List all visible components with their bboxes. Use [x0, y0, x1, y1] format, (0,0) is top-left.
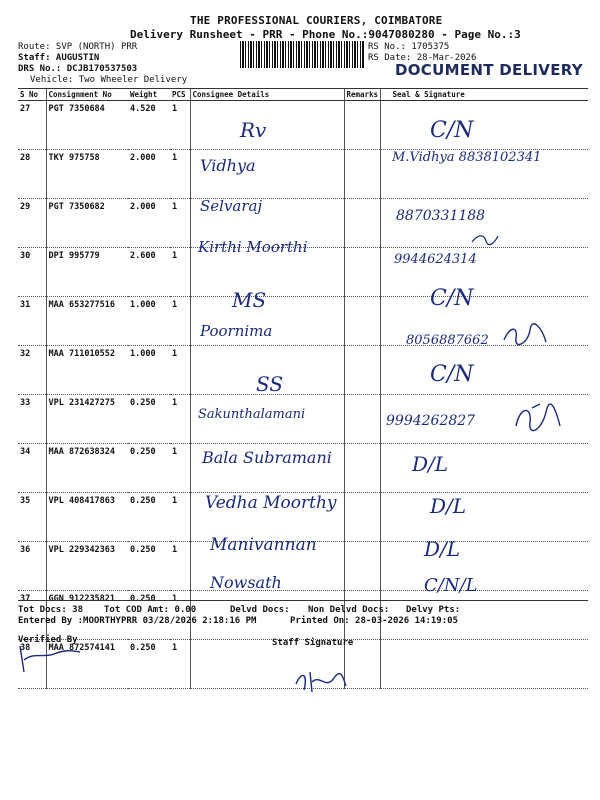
handwritten-seal: C/N: [430, 286, 474, 311]
cell-consignment: MAA 711010552: [46, 346, 128, 395]
cell-pcs: 1: [170, 101, 190, 150]
cell-sno: 35: [18, 493, 46, 542]
cell-remarks: [344, 150, 380, 199]
cell-weight: 2.600: [128, 248, 170, 297]
cell-sno: 32: [18, 346, 46, 395]
handwritten-consignee: Bala Subramani: [202, 448, 332, 467]
cell-pcs: 1: [170, 395, 190, 444]
handwritten-seal: C/N/L: [424, 575, 478, 596]
handwritten-consignee: Rv: [240, 118, 267, 142]
delivery-points: Delvy Pts:: [406, 605, 461, 615]
handwritten-consignee: Manivannan: [210, 535, 317, 555]
cell-weight: 1.000: [128, 297, 170, 346]
document-delivery-stamp: DOCUMENT DELIVERY: [395, 61, 583, 79]
total-docs: Tot Docs: 38: [18, 605, 84, 615]
signature-scribble: [500, 320, 550, 350]
cell-remarks: [344, 591, 380, 640]
delivered-docs: Delvd Docs:: [230, 605, 290, 615]
table-row: [18, 591, 588, 640]
cell-remarks: [344, 297, 380, 346]
cell-sno: 34: [18, 444, 46, 493]
cell-seal: [380, 542, 588, 591]
rs-number: RS No.: 1705375: [368, 42, 450, 52]
cell-weight: 2.000: [128, 150, 170, 199]
non-delivered-docs: Non Delvd Docs:: [308, 605, 390, 615]
handwritten-consignee: Nowsath: [210, 573, 282, 592]
cell-consignment: DPI 995779: [46, 248, 128, 297]
runsheet-table: [18, 88, 588, 689]
cell-remarks: [344, 248, 380, 297]
cell-pcs: 1: [170, 297, 190, 346]
cell-consignment: TKY 975758: [46, 150, 128, 199]
cell-weight: 0.250: [128, 591, 170, 640]
handwritten-consignee: MS: [232, 288, 267, 312]
handwritten-seal: M.Vidhya 8838102341: [392, 150, 542, 165]
col-header-consignee: Consignee Details: [190, 89, 344, 101]
cell-weight: 4.520: [128, 101, 170, 150]
cell-consignment: MAA 872638324: [46, 444, 128, 493]
handwritten-consignee: Vidhya: [200, 156, 256, 175]
cell-pcs: 1: [170, 640, 190, 689]
col-header-consignment: Consignment No: [46, 89, 128, 101]
handwritten-consignee: Vedha Moorthy: [205, 493, 337, 513]
col-header-remarks: Remarks: [344, 89, 380, 101]
cell-remarks: [344, 101, 380, 150]
cell-remarks: [344, 493, 380, 542]
col-header-seal: Seal & Signature: [380, 89, 588, 101]
handwritten-seal: D/L: [424, 537, 461, 561]
cell-consignment: MAA 653277516: [46, 297, 128, 346]
cell-weight: 1.000: [128, 346, 170, 395]
cell-pcs: 1: [170, 346, 190, 395]
cell-remarks: [344, 542, 380, 591]
entered-by: Entered By :MOORTHYPRR 03/28/2026 2:18:16 PM: [18, 616, 257, 626]
col-header-sno: S No: [18, 89, 46, 101]
runsheet-subtitle: Delivery Runsheet - PRR - Phone No.:9047080280 - Page No.:3: [130, 28, 521, 41]
cell-weight: 0.250: [128, 444, 170, 493]
table-row: [18, 346, 588, 395]
cell-sno: 27: [18, 101, 46, 150]
cell-sno: 36: [18, 542, 46, 591]
verifier-signature: [14, 642, 84, 676]
cell-sno: 30: [18, 248, 46, 297]
cell-weight: 0.250: [128, 395, 170, 444]
rs-date: RS Date: 28-Mar-2026: [368, 53, 477, 63]
cell-sno: 28: [18, 150, 46, 199]
cell-pcs: 1: [170, 542, 190, 591]
company-name: THE PROFESSIONAL COURIERS, COIMBATORE: [190, 14, 443, 27]
barcode: [240, 41, 364, 68]
cell-weight: 0.250: [128, 493, 170, 542]
handwritten-consignee: Sakunthalamani: [198, 407, 306, 422]
cell-sno: 37: [18, 591, 46, 640]
table-row: [18, 101, 588, 150]
cell-pcs: 1: [170, 150, 190, 199]
footer-divider: [18, 600, 588, 601]
handwritten-consignee: SS: [256, 372, 284, 396]
cell-weight: 0.250: [128, 542, 170, 591]
cell-pcs: 1: [170, 591, 190, 640]
handwritten-seal: 8870331188: [396, 208, 486, 224]
cell-consignment: PGT 7350684: [46, 101, 128, 150]
cell-remarks: [344, 395, 380, 444]
route-label: Route: SVP (NORTH) PRR: [18, 42, 138, 52]
verified-by-label: Verified By: [18, 635, 78, 645]
handwritten-seal: D/L: [412, 452, 449, 476]
cell-sno: 38: [18, 640, 46, 689]
cell-pcs: 1: [170, 199, 190, 248]
total-cod-amount: Tot COD Amt: 0.00: [104, 605, 197, 615]
cell-weight: 0.250: [128, 640, 170, 689]
handwritten-consignee: Selvaraj: [200, 197, 263, 215]
cell-sno: 31: [18, 297, 46, 346]
cell-seal: [380, 493, 588, 542]
col-header-weight: Weight: [128, 89, 170, 101]
handwritten-seal: D/L: [430, 494, 467, 518]
cell-consignment: MAA 872574141: [46, 640, 128, 689]
cell-seal: [380, 101, 588, 150]
cell-consignment: VPL 408417863: [46, 493, 128, 542]
table-header-row: [18, 89, 588, 101]
handwritten-consignee: Kirthi Moorthi: [198, 238, 308, 256]
signature-scribble: [512, 400, 562, 436]
handwritten-seal: C/N: [430, 362, 474, 387]
cell-pcs: 1: [170, 493, 190, 542]
cell-remarks: [344, 444, 380, 493]
staff-signature-mark: [290, 664, 350, 698]
staff-label: Staff: AUGUSTIN: [18, 53, 100, 63]
cell-remarks: [344, 346, 380, 395]
cell-pcs: 1: [170, 444, 190, 493]
cell-weight: 2.000: [128, 199, 170, 248]
cell-consignment: PGT 7350682: [46, 199, 128, 248]
cell-consignment: VPL 231427275: [46, 395, 128, 444]
cell-consignment: VPL 229342363: [46, 542, 128, 591]
vehicle-label: Vehicle: Two Wheeler Delivery: [30, 75, 188, 85]
staff-signature-label: Staff Signature: [272, 638, 354, 648]
cell-sno: 33: [18, 395, 46, 444]
handwritten-seal: 9994262827: [386, 413, 476, 429]
cell-consignee: [190, 101, 344, 150]
cell-sno: 29: [18, 199, 46, 248]
cell-remarks: [344, 199, 380, 248]
cell-seal: [380, 591, 588, 640]
cell-seal: [380, 346, 588, 395]
handwritten-seal: 8056887662: [406, 333, 489, 348]
cell-consignee: [190, 591, 344, 640]
printed-on: Printed On: 28-03-2026 14:19:05: [290, 616, 458, 626]
handwritten-seal: 9944624314: [394, 252, 477, 267]
cell-consignment: GGN 912235821: [46, 591, 128, 640]
cell-seal: [380, 640, 588, 689]
handwritten-seal: C/N: [430, 118, 474, 143]
handwritten-consignee: Poornima: [200, 322, 273, 340]
cell-pcs: 1: [170, 248, 190, 297]
col-header-pcs: PCS: [170, 89, 190, 101]
drs-number: DRS No.: DCJB170537503: [18, 64, 138, 74]
signature-scribble: [470, 232, 500, 246]
